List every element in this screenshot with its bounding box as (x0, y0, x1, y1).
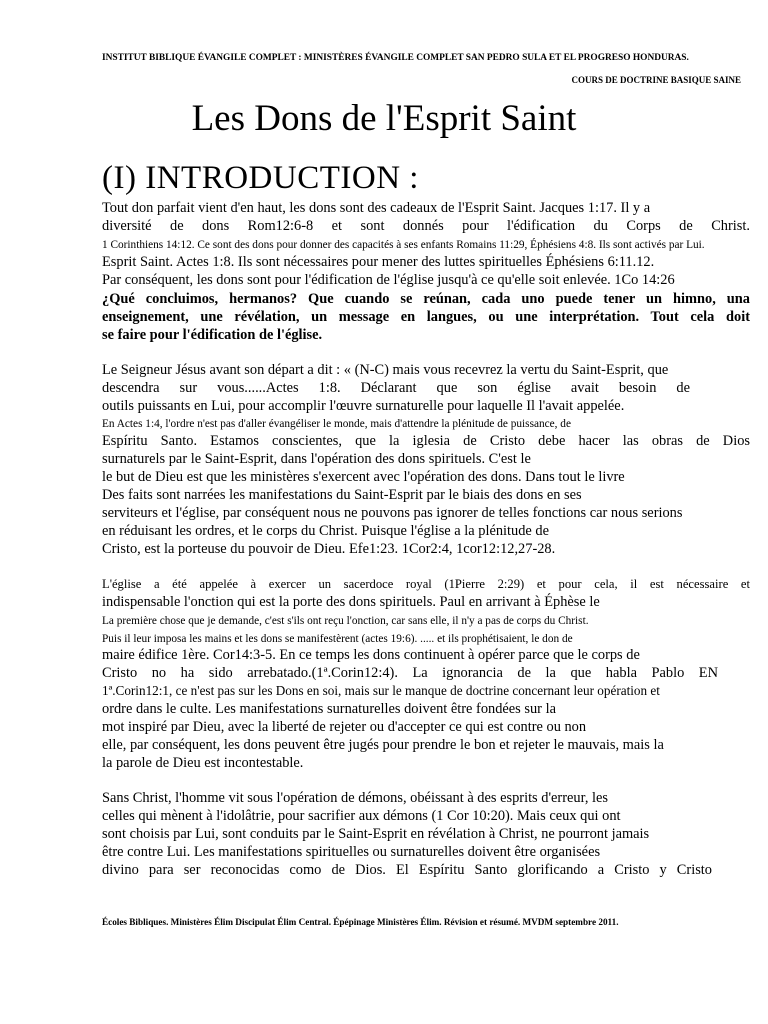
text-line: se faire pour l'édification de l'église. (102, 327, 323, 343)
text-line: En Actes 1:4, l'ordre n'est pas d'aller évangéliser le monde, mais d'attendre la plénitude de puissance, de (102, 418, 571, 430)
text-line: Par conséquent, les dons sont pour l'édification de l'église jusqu'à ce qu'elle soit enlevée. 1Co 14:26 (102, 272, 675, 288)
text-line: mot inspiré par Dieu, avec la liberté de rejeter ou d'accepter ce qui est contre ou non (102, 719, 587, 735)
text-line: ordre dans le culte. Les manifestations surnaturelles doivent être fondées sur la (102, 701, 556, 717)
section-heading: (I) INTRODUCTION : (102, 160, 419, 196)
text-line: Le Seigneur Jésus avant son départ a dit : « (N-C) mais vous recevrez la vertu du Saint-Esprit, que (102, 362, 669, 378)
page-title: Les Dons de l'Esprit Saint (191, 98, 577, 139)
text-line: maire édifice 1ère. Cor14:3-5. En ce temps les dons continuent à opérer parce que le corps de (102, 647, 640, 663)
text-line: sont choisis par Lui, sont conduits par le Saint-Esprit en révélation à Christ, ne pourront jamais (102, 826, 650, 842)
text-line: en réduisant les ordres, et le corps du Christ. Puisque l'église a la plénitude de (102, 523, 549, 539)
text-line: celles qui mènent à l'idolâtrie, pour sacrifier aux démons (1 Cor 10:20). Mais ceux qui ont (102, 808, 621, 824)
text-line: 1 Corinthiens 14:12. Ce sont des dons pour donner des capacités à ses enfants Romains 11:29, Éphésiens 4:8. Ils sont activés par Lui. (102, 239, 705, 251)
institute-header: INSTITUT BIBLIQUE ÉVANGILE COMPLET : MINISTÈRES ÉVANGILE COMPLET SAN PEDRO SULA ET EL PROGRESO HONDURAS. (102, 53, 689, 63)
text-line: ¿Qué concluimos, hermanos? Que cuando se reúnan, cada uno puede tener un himno, una (102, 291, 750, 307)
text-line: L'église a été appelée à exercer un sacerdoce royal (1Pierre 2:29) et pour cela, il est nécessaire et (102, 577, 750, 591)
text-line: Puis il leur imposa les mains et les dons se manifestèrent (actes 19:6). ..... et ils prophétisaient, le don de (102, 633, 573, 645)
text-line: descendra sur vous......Actes 1:8. Déclarant que son église avait besoin de (102, 380, 690, 396)
text-line: diversité de dons Rom12:6-8 et sont donnés pour l'édification du Corps de Christ. (102, 218, 750, 234)
text-line: La première chose que je demande, c'est s'ils ont reçu l'onction, car sans elle, il n'y a pas de corps du Christ. (102, 615, 589, 627)
text-line: Des faits sont narrées les manifestations du Saint-Esprit par le biais des dons en ses (102, 487, 582, 503)
text-line: la parole de Dieu est incontestable. (102, 755, 304, 771)
page-footer: Écoles Bibliques. Ministères Élim Discipulat Élim Central. Épépinage Ministères Élim. Révision et résumé. MVDM septembre 2011. (102, 917, 619, 927)
text-line: divino para ser reconocidas como de Dios. El Espíritu Santo glorificando a Cristo y Cristo (102, 862, 712, 878)
text-line: serviteurs et l'église, par conséquent nous ne pouvons pas ignorer de telles fonctions car nous serions (102, 505, 683, 521)
text-line: 1ª.Corin12:1, ce n'est pas sur les Dons en soi, mais sur le manque de doctrine concernant leur opération et (102, 683, 660, 698)
text-line: le but de Dieu est que les ministères s'exercent avec l'opération des dons. Dans tout le livre (102, 469, 625, 485)
text-line: Tout don parfait vient d'en haut, les dons sont des cadeaux de l'Esprit Saint. Jacques 1:17. Il y a (102, 200, 651, 216)
text-line: surnaturels par le Saint-Esprit, dans l'opération des dons spirituels. C'est le (102, 451, 531, 467)
course-header: COURS DE DOCTRINE BASIQUE SAINE (571, 75, 741, 85)
text-line: Espíritu Santo. Estamos conscientes, que la iglesia de Cristo debe hacer las obras de Dios (102, 433, 750, 449)
text-line: Cristo no ha sido arrebatado.(1ª.Corin12:4). La ignorancia de la que habla Pablo EN (102, 665, 718, 681)
text-line: enseignement, une révélation, un message en langues, ou une interprétation. Tout cela doit (102, 309, 750, 325)
text-line: Cristo, est la porteuse du pouvoir de Dieu. Efe1:23. 1Cor2:4, 1cor12:12,27-28. (102, 541, 556, 557)
text-line: outils puissants en Lui, pour accomplir l'œuvre surnaturelle pour laquelle Il l'avait appelée. (102, 398, 625, 414)
text-line: indispensable l'onction qui est la porte des dons spirituels. Paul en arrivant à Éphèse le (102, 594, 600, 610)
text-line: être contre Lui. Les manifestations spirituelles ou surnaturelles doivent être organisées (102, 844, 601, 860)
text-line: Esprit Saint. Actes 1:8. Ils sont nécessaires pour mener des luttes spirituelles Éphésiens 6:11.12. (102, 254, 655, 270)
text-line: Sans Christ, l'homme vit sous l'opération de démons, obéissant à des esprits d'erreur, les (102, 790, 608, 806)
text-line: elle, par conséquent, les dons peuvent être jugés pour prendre le bon et rejeter le mauvais, mais la (102, 737, 664, 753)
